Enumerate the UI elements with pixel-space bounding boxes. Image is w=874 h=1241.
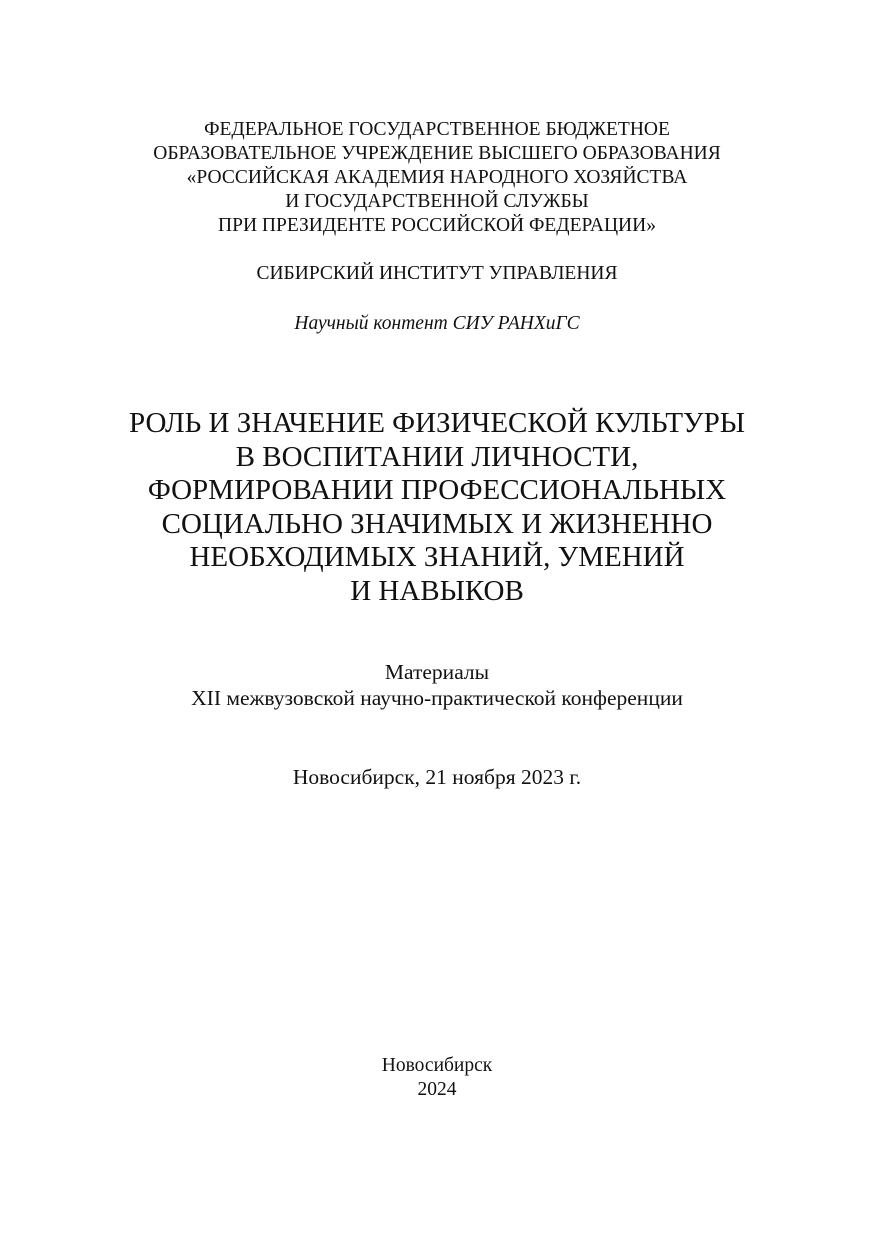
- publisher-line: ПРИ ПРЕЗИДЕНТЕ РОССИЙСКОЙ ФЕДЕРАЦИИ»: [218, 215, 656, 236]
- event-place-date: Новосибирск, 21 ноября 2023 г.: [292, 765, 582, 789]
- title-line: НЕОБХОДИМЫХ ЗНАНИЙ, УМЕНИЙ: [189, 541, 685, 574]
- document-title: [0, 407, 874, 609]
- content-note: [0, 312, 874, 336]
- title-line: РОЛЬ И ЗНАЧЕНИЕ ФИЗИЧЕСКОЙ КУЛЬТУРЫ: [129, 407, 745, 439]
- conference-description: XII межвузовской научно-практической конференции: [191, 686, 683, 710]
- institute-name-text: СИБИРСКИЙ ИНСТИТУТ УПРАВЛЕНИЯ: [256, 263, 618, 284]
- imprint-block: [0, 1054, 874, 1102]
- content-note-text: Научный контент СИУ РАНХиГС: [294, 313, 580, 334]
- publisher-line: И ГОСУДАРСТВЕННОЙ СЛУЖБЫ: [285, 191, 589, 212]
- title-line: ФОРМИРОВАНИИ ПРОФЕССИОНАЛЬНЫХ: [147, 474, 727, 507]
- materials-block: [0, 659, 874, 711]
- imprint-city: Новосибирск: [381, 1055, 493, 1076]
- title-line: СОЦИАЛЬНО ЗНАЧИМЫХ И ЖИЗНЕННО: [161, 507, 713, 540]
- publisher-line: «РОССИЙСКАЯ АКАДЕМИЯ НАРОДНОГО ХОЗЯЙСТВА: [186, 167, 688, 188]
- publisher-header: [0, 118, 874, 238]
- title-line: В ВОСПИТАНИИ ЛИЧНОСТИ,: [235, 440, 639, 473]
- institute-name: [0, 262, 874, 286]
- publisher-line: ФЕДЕРАЛЬНОЕ ГОСУДАРСТВЕННОЕ БЮДЖЕТНОЕ: [204, 119, 670, 140]
- imprint-year: 2024: [417, 1079, 457, 1100]
- event-block: [0, 764, 874, 790]
- materials-label: Материалы: [384, 660, 490, 684]
- publisher-line: ОБРАЗОВАТЕЛЬНОЕ УЧРЕЖДЕНИЕ ВЫСШЕГО ОБРАЗОВАНИЯ: [153, 143, 721, 164]
- title-line: И НАВЫКОВ: [350, 574, 524, 607]
